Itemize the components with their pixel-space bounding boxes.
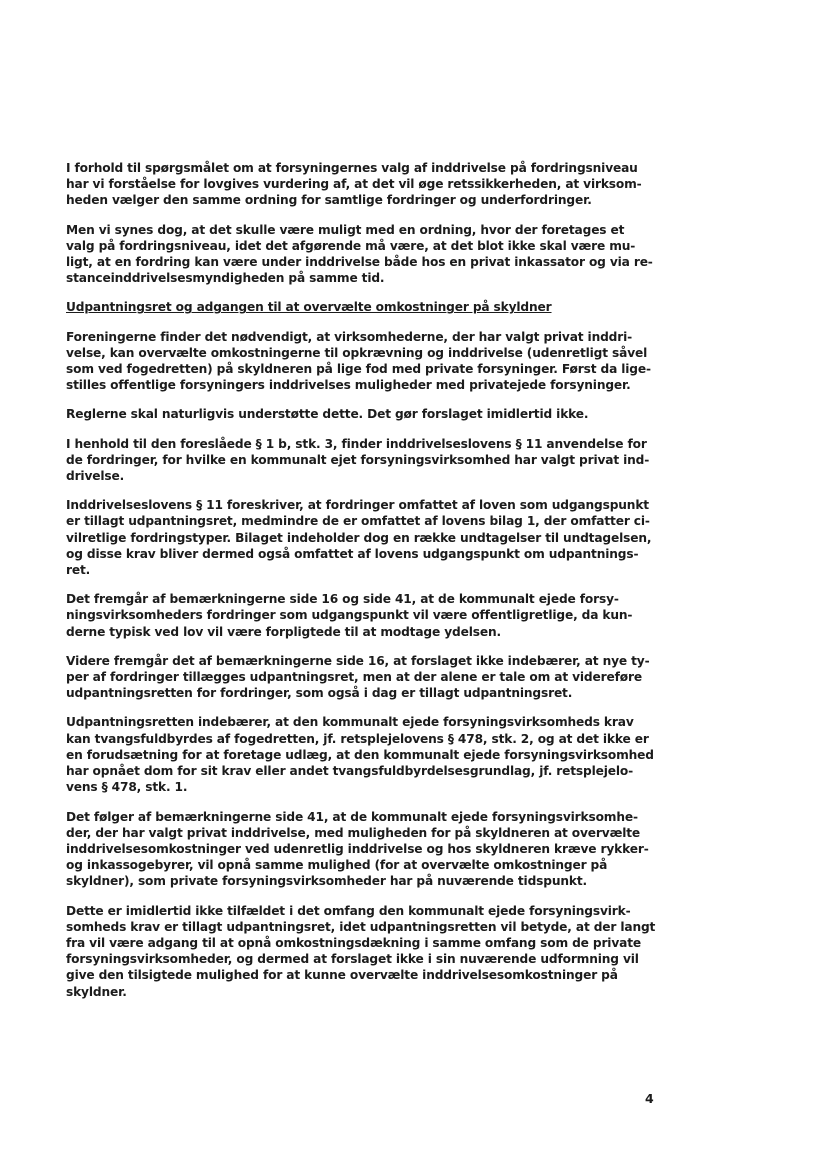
paragraph-line: Videre fremgår det af bemærkningerne side 16, at forslaget ikke indebærer, at nye ty-	[66, 653, 650, 668]
paragraph-line: ningsvirksomheders fordringer som udgangspunkt vil være offentligretlige, da kun-	[66, 608, 633, 623]
paragraph-line: somheds krav er tillagt udpantningsret, idet udpantningsretten vil betyde, at der langt	[66, 919, 656, 934]
paragraph-line: Det følger af bemærkningerne side 41, at de kommunalt ejede forsyningsvirksomhe-	[66, 809, 638, 824]
paragraph-line: skyldner), som private forsyningsvirksomheder har på nuværende tidspunkt.	[66, 874, 587, 889]
paragraph-line: stanceinddrivelsesmyndigheden på samme tid.	[66, 271, 385, 286]
paragraph-line: har opnået dom for sit krav eller andet tvangsfuldbyrdelsesgrundlag, jf. retsplejelo-	[66, 764, 634, 779]
paragraph-line: Men vi synes dog, at det skulle være muligt med en ordning, hvor der foretages et	[66, 222, 625, 237]
page-number: 4	[645, 1091, 654, 1106]
paragraph-line: og inkassogebyrer, vil opnå samme mulighed (for at overvælte omkostninger på	[66, 858, 608, 873]
intro-section	[66, 160, 664, 286]
paragraph-line: som ved fogedretten) på skyldneren på lige fod med private forsyninger. Først da lige-	[66, 362, 651, 377]
paragraph	[66, 406, 664, 422]
paragraph-line: og disse krav bliver dermed også omfattet af lovens udgangspunkt om udpantnings-	[66, 546, 639, 561]
paragraph-line: stilles offentlige forsyningers inddrivelses muligheder med privatejede forsyninger.	[66, 378, 631, 393]
paragraph-line: drivelse.	[66, 469, 125, 484]
paragraph	[66, 222, 664, 287]
paragraph-line: heden vælger den samme ordning for samtlige fordringer og underfordringer.	[66, 193, 592, 208]
main-section	[66, 329, 664, 1000]
paragraph-line: fra vil være adgang til at opnå omkostningsdækning i samme omfang som de private	[66, 935, 641, 950]
paragraph	[66, 160, 664, 209]
paragraph-line: Reglerne skal naturligvis understøtte dette. Det gør forslaget imidlertid ikke.	[66, 407, 589, 422]
paragraph-line: ret.	[66, 563, 91, 578]
paragraph-line: vilretlige fordringstyper. Bilaget indeholder dog en række undtagelser til undtagelsen,	[66, 530, 652, 545]
paragraph-line: en forudsætning for at foretage udlæg, at den kommunalt ejede forsyningsvirksomhed	[66, 747, 654, 762]
paragraph-line: inddrivelsesomkostninger ved udenretlig inddrivelse og hos skyldneren kræve rykker-	[66, 841, 649, 856]
paragraph-line: udpantningsretten for fordringer, som også i dag er tillagt udpantningsret.	[66, 686, 573, 701]
paragraph-line: kan tvangsfuldbyrdes af fogedretten, jf. retsplejelovens § 478, stk. 2, og at det ikke er	[66, 731, 649, 746]
paragraph	[66, 329, 664, 394]
paragraph-line: derne typisk ved lov vil være forpligtede til at modtage ydelsen.	[66, 624, 501, 639]
section-heading: Udpantningsret og adgangen til at overvælte omkostninger på skyldner	[66, 300, 552, 315]
paragraph-line: forsyningsvirksomheder, og dermed at forslaget ikke i sin nuværende udformning vil	[66, 952, 639, 967]
paragraph-line: skyldner.	[66, 984, 127, 999]
paragraph-line: give den tilsigtede mulighed for at kunne overvælte inddrivelsesomkostninger på	[66, 968, 618, 983]
paragraph	[66, 714, 664, 795]
paragraph-line: har vi forståelse for lovgives vurdering af, at det vil øge retssikkerheden, at virksom-	[66, 177, 642, 192]
paragraph-line: valg på fordringsniveau, idet det afgørende må være, at det blot ikke skal være mu-	[66, 238, 636, 253]
paragraph	[66, 497, 664, 578]
paragraph-line: der, der har valgt privat inddrivelse, med muligheden for på skyldneren at overvælte	[66, 825, 641, 840]
paragraph	[66, 436, 664, 485]
paragraph-line: Foreningerne finder det nødvendigt, at virksomhederne, der har valgt privat inddri-	[66, 329, 633, 344]
paragraph-line: Udpantningsretten indebærer, at den kommunalt ejede forsyningsvirksomheds krav	[66, 715, 634, 730]
paragraph	[66, 653, 664, 702]
paragraph-line: per af fordringer tillægges udpantningsret, men at der alene er tale om at videreføre	[66, 670, 642, 685]
paragraph-line: I henhold til den foreslåede § 1 b, stk. 3, finder inddrivelseslovens § 11 anvendelse for	[66, 436, 647, 451]
paragraph-line: vens § 478, stk. 1.	[66, 780, 188, 795]
paragraph	[66, 903, 664, 1000]
paragraph	[66, 591, 664, 640]
paragraph-line: Inddrivelseslovens § 11 foreskriver, at fordringer omfattet af loven som udgangspunkt	[66, 498, 649, 513]
paragraph-line: I forhold til spørgsmålet om at forsyningernes valg af inddrivelse på fordringsniveau	[66, 161, 638, 175]
paragraph-line: er tillagt udpantningsret, medmindre de er omfattet af lovens bilag 1, der omfatter ci-	[66, 514, 650, 529]
paragraph	[66, 809, 664, 890]
paragraph-line: velse, kan overvælte omkostningerne til opkrævning og inddrivelse (udenretligt såvel	[66, 345, 648, 360]
paragraph-line: Dette er imidlertid ikke tilfældet i det omfang den kommunalt ejede forsyningsvirk-	[66, 903, 631, 918]
document-body	[66, 160, 664, 1013]
paragraph-line: Det fremgår af bemærkningerne side 16 og side 41, at de kommunalt ejede forsy-	[66, 592, 619, 607]
paragraph-line: ligt, at en fordring kan være under inddrivelse både hos en privat inkassator og via re-	[66, 255, 653, 270]
paragraph-line: de fordringer, for hvilke en kommunalt ejet forsyningsvirksomhed har valgt privat ind-	[66, 452, 650, 467]
